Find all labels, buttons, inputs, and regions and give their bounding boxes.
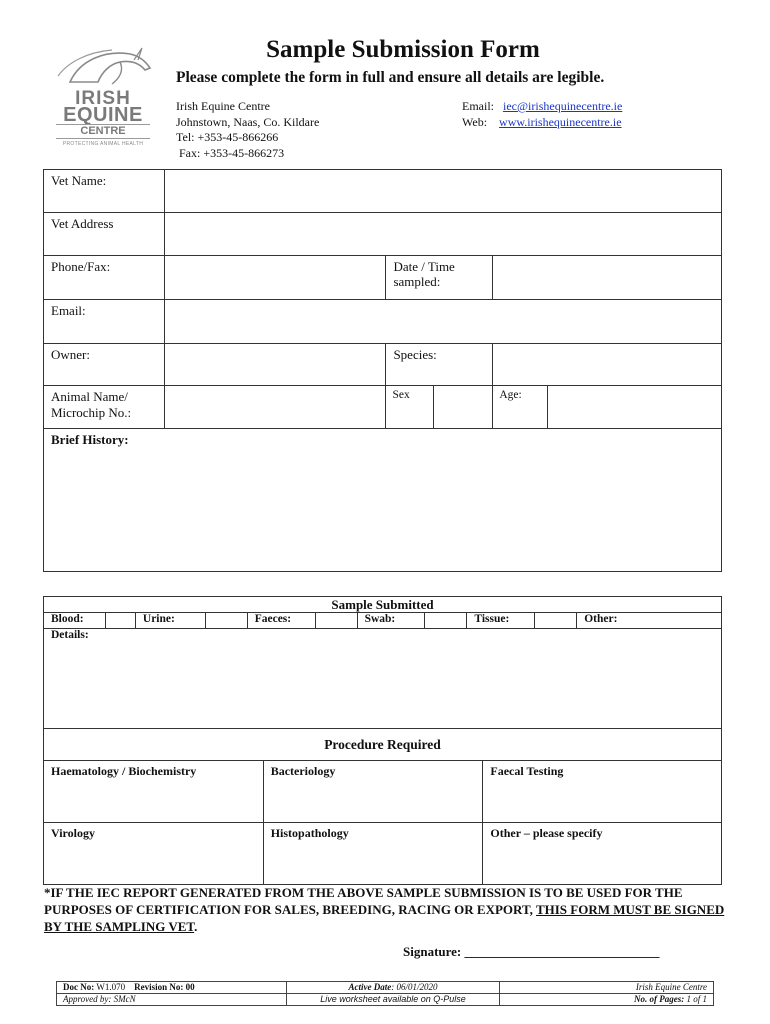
vet-details-table	[43, 169, 722, 572]
logo-tagline: PROTECTING ANIMAL HEALTH	[62, 141, 144, 147]
page-subtitle: Please complete the form in full and ensure all details are legible.	[176, 69, 605, 86]
sex-label: Sex	[386, 386, 434, 428]
vet-address-field[interactable]	[164, 213, 721, 256]
procedure-option[interactable]: Virology	[44, 823, 264, 885]
email-label: Email:	[462, 99, 494, 113]
active-date-label: Active Date	[348, 982, 392, 992]
pages-value: 1 of 1	[684, 994, 707, 1004]
procedure-option[interactable]: Faecal Testing	[483, 761, 722, 823]
active-date-value: : 06/01/2020	[391, 982, 438, 992]
urine-field[interactable]	[205, 613, 247, 629]
age-label: Age:	[493, 386, 548, 428]
email-field[interactable]	[164, 300, 721, 344]
address-line: Irish Equine Centre	[176, 99, 270, 113]
logo-text-equine: EQUINE	[63, 104, 143, 126]
species-field[interactable]	[493, 344, 722, 386]
tissue-label: Tissue:	[467, 613, 535, 629]
tissue-field[interactable]	[535, 613, 577, 629]
note-end: .	[194, 919, 198, 934]
footer-live-worksheet: Live worksheet available on Q-Pulse	[286, 994, 500, 1006]
other-label: Other:	[577, 613, 722, 629]
swab-label: Swab:	[357, 613, 425, 629]
procedure-heading: Procedure Required	[44, 729, 722, 761]
vet-name-field[interactable]	[164, 170, 721, 213]
procedure-option[interactable]: Bacteriology	[263, 761, 483, 823]
brief-history-field[interactable]	[44, 429, 722, 572]
signature-line[interactable]	[403, 944, 660, 960]
contact-block	[462, 99, 622, 130]
date-time-field[interactable]	[493, 256, 722, 300]
footer-pages	[500, 994, 714, 1006]
address-block	[176, 99, 319, 161]
logo-text-irish: IRISH	[75, 88, 131, 109]
logo-text-centre: CENTRE	[56, 124, 150, 139]
urine-label: Urine:	[135, 613, 205, 629]
address-line: Johnstown, Naas, Co. Kildare	[176, 114, 320, 129]
animal-name-label: Animal Name/ Microchip No.:	[44, 386, 165, 429]
blood-label: Blood:	[44, 613, 106, 629]
owner-field[interactable]	[164, 344, 386, 386]
blood-field[interactable]	[105, 613, 135, 629]
revision-label: Revision No: 00	[134, 982, 195, 992]
procedure-option[interactable]: Other – please specify	[483, 823, 722, 885]
web-label: Web:	[462, 114, 488, 129]
doc-no-label: Doc No:	[63, 982, 95, 992]
faeces-field[interactable]	[315, 613, 357, 629]
procedure-option[interactable]: Haematology / Biochemistry	[44, 761, 264, 823]
phone-fax-field[interactable]	[164, 256, 386, 300]
faeces-label: Faeces:	[247, 613, 315, 629]
address-line: Fax: +353-45-866273	[176, 145, 285, 160]
signature-label: Signature:	[403, 944, 465, 959]
vet-name-label: Vet Name:	[44, 170, 165, 213]
document-footer	[56, 981, 714, 1006]
footer-active-date	[286, 982, 500, 994]
species-label: Species:	[386, 344, 493, 386]
pages-label: No. of Pages:	[633, 994, 685, 1004]
certification-note	[44, 884, 734, 935]
footer-doc-no	[57, 982, 287, 994]
age-cell	[493, 386, 722, 429]
owner-label: Owner:	[44, 344, 165, 386]
swab-field[interactable]	[425, 613, 467, 629]
email-field-label: Email:	[44, 300, 165, 344]
note-text: *IF THE IEC REPORT GENERATED FROM THE ABOVE SAMPLE SUBMISSION IS TO BE USED FOR THE PURPOSES OF CERTIFICATION FOR SALES, BREEDING, RACING OR EXPORT,	[44, 885, 683, 917]
doc-no-value: W1.070	[94, 982, 126, 992]
signature-underline: ______________________________	[464, 944, 660, 959]
details-label: Details:	[51, 629, 89, 641]
vet-address-label: Vet Address	[44, 213, 165, 256]
age-field[interactable]	[548, 386, 721, 428]
note-underlined: THIS FORM MUST BE SIGNED BY THE SAMPLING VET	[44, 902, 725, 934]
sample-submitted-heading: Sample Submitted	[43, 596, 722, 612]
phone-fax-label: Phone/Fax:	[44, 256, 165, 300]
email-link[interactable]: iec@irishequinecentre.ie	[503, 99, 623, 113]
sample-types-table	[43, 612, 722, 729]
brief-history-label: Brief History:	[51, 432, 129, 447]
web-link[interactable]: www.irishequinecentre.ie	[499, 114, 622, 129]
footer-approved: Approved by: SMcN	[57, 994, 287, 1006]
procedure-option[interactable]: Histopathology	[263, 823, 483, 885]
procedure-table	[43, 728, 722, 885]
animal-name-field[interactable]	[164, 386, 386, 429]
footer-org: Irish Equine Centre	[500, 982, 714, 994]
page-title: Sample Submission Form	[266, 36, 540, 63]
details-field[interactable]	[44, 629, 722, 729]
date-time-label: Date / Time sampled:	[386, 256, 493, 300]
address-line: Tel: +353-45-866266	[176, 130, 279, 144]
sex-cell	[386, 386, 493, 429]
sex-field[interactable]	[434, 386, 492, 428]
